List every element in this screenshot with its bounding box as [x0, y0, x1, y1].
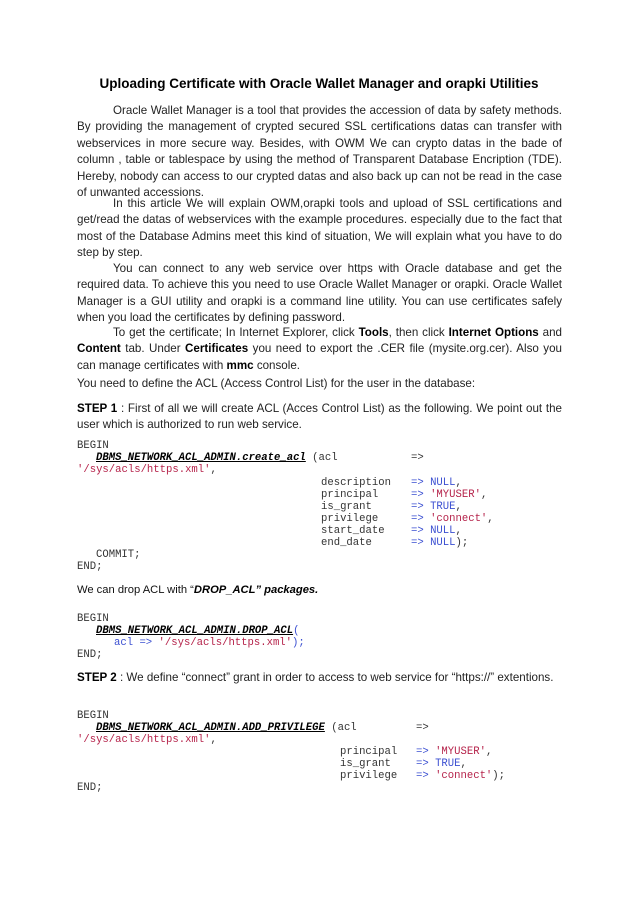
connect-paragraph: You can connect to any web service over https with Oracle database and get the required data. To achieve this you need to use Oracle Wallet Manager or orapki. Oracle Wallet Manager is a GUI utility and orapki is a command line utility. You can use certificates safely when you load the certificates by defining password.	[77, 262, 562, 325]
step2-label: STEP 2	[77, 671, 117, 684]
acl-intro-paragraph: You need to define the ACL (Access Control List) for the user in the database:	[77, 377, 476, 390]
intro-paragraph: Oracle Wallet Manager is a tool that provides the accession of data by safety methods. By providing the management of crypted secured SSL certifications datas can transfer with webservices in more secure way. Besides, with OWM We can crypto datas in the bade of column , table or tablespace by using the method of Transparent Database Encription (TDE). Hereby, nobody can access to our crypted datas and also back up can not be read in the case of unwanted accessions.	[77, 104, 562, 200]
certificate-paragraph: To get the certificate; In Internet Explorer, click Tools, then click Internet Options and Content tab. Under Certificates you need to export the .CER file (mysite.org.cer). Also you can manage certificates with mmc console.	[77, 326, 562, 372]
page-title: Uploading Certificate with Oracle Wallet Manager and orapki Utilities	[99, 76, 539, 91]
step1-paragraph: STEP 1 : First of all we will create ACL (Acces Control List) as the following. We point out the user which is authorized to run web service.	[77, 402, 562, 432]
step1-label: STEP 1	[77, 402, 118, 415]
article-paragraph: In this article We will explain OWM,orapki tools and upload of SSL certifications and get/read the datas of webservices with the example procedures. especially due to the fact that most of the Database Admins meet this kind of situation, We will explain what you have to do step by step.	[77, 197, 562, 260]
step2-paragraph: STEP 2 : We define “connect” grant in order to access to web service for “https://” extentions.	[77, 671, 554, 684]
drop-acl-note: We can drop ACL with “DROP_ACL” packages.	[77, 584, 319, 596]
document-page: Uploading Certificate with Oracle Wallet Manager and orapki Utilities Oracle Wallet Manager is a tool that provides the accession of data by safety methods. By providing the management of crypted secured SSL certifications datas can transfer with webservices in more secure way. Besides, with OWM We can crypto datas in the bade of column , table or tablespace by using the method of Transparent Database Encription (TDE). Hereby, nobody can access to our crypted datas and also back up can not be read in the case of unwanted accessions. In this article We will explain OWM,orapki tools and upload of SSL certifications and get/read the datas of webservices with the example procedures. especially due to the fact that most of the Database Admins meet this kind of situation, We will explain what you have to do step by step. You can connect to any web service over https with Oracle database and get the required data. To achieve this you need to use Oracle Wallet Manager or orapki. Oracle Wallet Manager is a GUI utility and orapki is a command line utility. You can use certificates safely when you load the certificates by defining password. To get the certificate; In Internet Explorer, click Tools, then click Internet Options and Content tab. Under Certificates you need to export the .CER file (mysite.org.cer). Also you can manage certificates with mmc console. You need to define the ACL (Access Control List) for the user in the database: STEP 1 : First of all we will create ACL (Acces Control List) as the following. We point out the user which is authorized to run web service. BEGIN DBMS_NETWORK_ACL_ADMIN.create_acl (acl => '/sys/acls/https.xml', description => NULL, principal => 'MYUSER', is_grant => TRUE, privilege => 'connect', start_date => NULL, end_date => NULL); COMMIT; END; We can drop ACL with “DROP_ACL” packages. BEGIN DBMS_NETWORK_ACL_ADMIN.DROP_ACL( acl => '/sys/acls/https.xml'); END; STEP 2 : We define “connect” grant in order to access to web service for “https://” extentions. BEGIN DBMS_NETWORK_ACL_ADMIN.ADD_PRIVILEGE (acl => '/sys/acls/https.xml', principal => 'MYUSER', is_grant => TRUE, privilege => 'connect'); END;	[0, 0, 638, 902]
